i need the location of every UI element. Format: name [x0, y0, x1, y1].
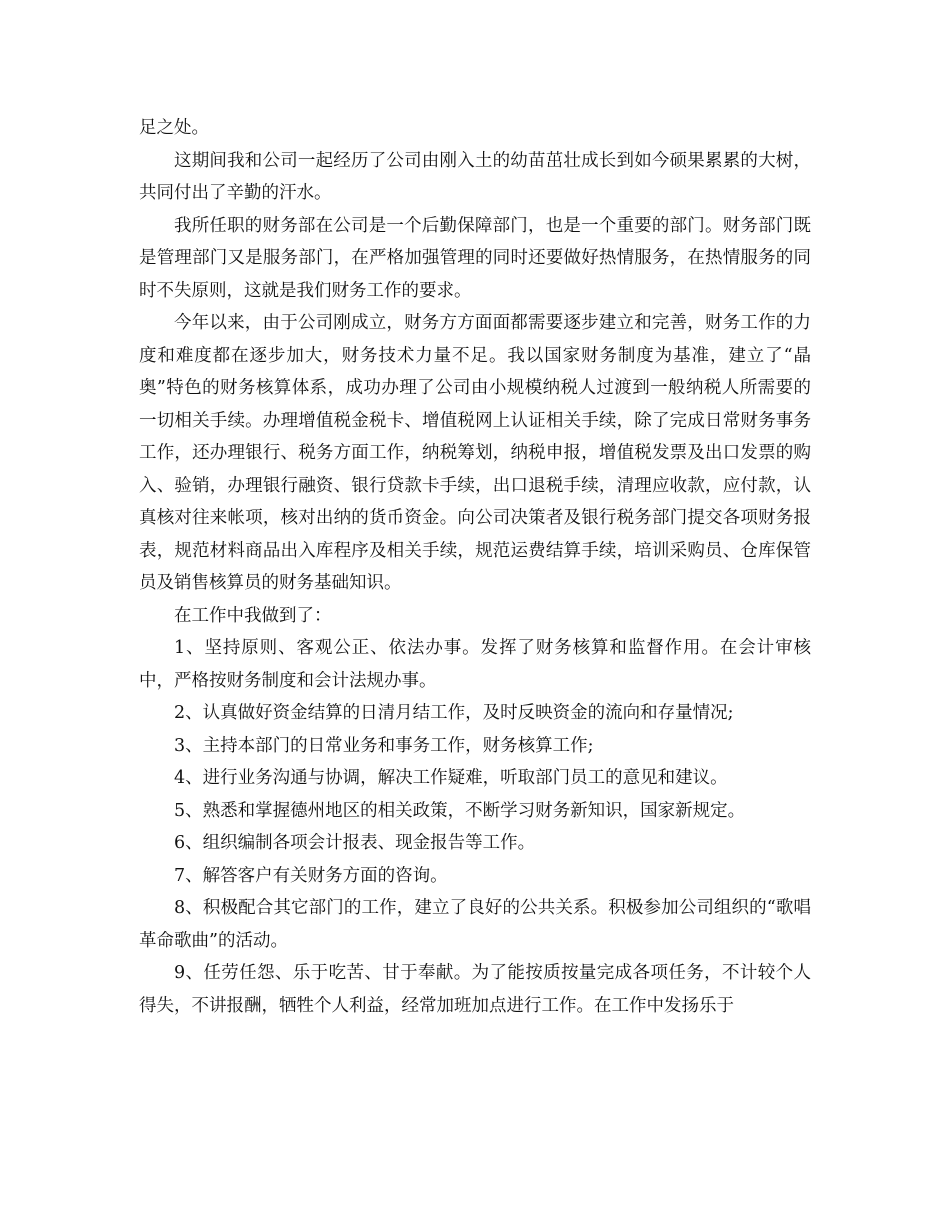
list-item-4: 4、进行业务沟通与协调，解决工作疑难，听取部门员工的意见和建议。	[174, 768, 728, 788]
paragraph-3: 我所任职的财务部在公司是一个后勤保障部门，也是一个重要的部门。财务部门既是管理部门又是服务部门，在严格加强管理的同时还要做好热情服务，在热情服务的同时不失原则，这就是我们财务工作的要求。	[139, 215, 811, 301]
paragraph-5: 在工作中我做到了：	[174, 605, 332, 626]
list-item-8: 8、积极配合其它部门的工作，建立了良好的公共关系。积极参加公司组织的“歌唱革命歌曲”的活动。	[139, 898, 811, 951]
paragraph-4: 今年以来，由于公司刚成立，财务方方面面都需要逐步建立和完善，财务工作的力度和难度都在逐步加大，财务技术力量不足。我以国家财务制度为基准，建立了“晶奥”特色的财务核算体系，成功办理了公司由小规模纳税人过渡到一般纳税人所需要的一切相关手续。办理增值税金税卡、增值税网上认证相关手续，除了完成日常财务事务工作，还办理银行、税务方面工作，纳税筹划，纳税申报，增值税发票及出口发票的购入、验销，办理银行融资、银行贷款卡手续，出口退税手续，清理应收款，应付款，认真核对往来帐项，核对出纳的货币资金。向公司决策者及银行税务部门提交各项财务报表，规范材料商品出入库程序及相关手续，规范运费结算手续，培训采购员、仓库保管员及销售核算员的财务基础知识。	[139, 313, 811, 593]
list-item-1: 1、坚持原则、客观公正、依法办事。发挥了财务核算和监督作用。在会计审核中，严格按财务制度和会计法规办事。	[139, 638, 811, 691]
list-item-9: 9、任劳任怨、乐于吃苦、甘于奉献。为了能按质按量完成各项任务，不计较个人得失，不讲报酬，牺牲个人利益，经常加班加点进行工作。在工作中发扬乐于	[139, 963, 811, 1016]
list-item-2: 2、认真做好资金结算的日清月结工作，及时反映资金的流向和存量情况;	[174, 703, 734, 723]
document-body	[139, 112, 811, 1022]
list-item-3: 3、主持本部门的日常业务和事务工作，财务核算工作;	[174, 735, 594, 756]
list-item-7: 7、解答客户有关财务方面的咨询。	[174, 865, 448, 886]
paragraph-1: 足之处。	[139, 118, 209, 138]
list-item-6: 6、组织编制各项会计报表、现金报告等工作。	[174, 833, 536, 853]
list-item-5: 5、熟悉和掌握德州地区的相关政策，不断学习财务新知识，国家新规定。	[174, 800, 746, 821]
paragraph-2: 这期间我和公司一起经历了公司由刚入土的幼苗茁壮成长到如今硕果累累的大树，共同付出了辛勤的汗水。	[139, 150, 811, 203]
